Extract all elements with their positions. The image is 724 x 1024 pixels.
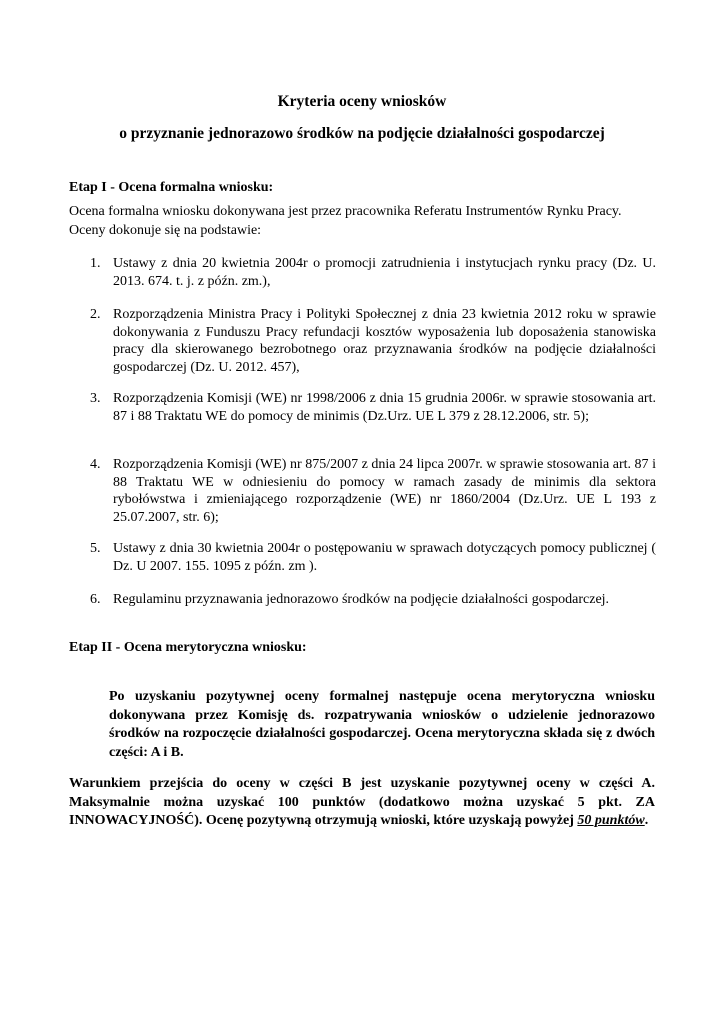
stage2-paragraph-2-end: . xyxy=(644,813,649,829)
list-item-number: 3. xyxy=(90,391,101,406)
stage1-heading: Etap I - Ocena formalna wniosku: xyxy=(69,180,274,195)
list-item-text: Rozporządzenia Ministra Pracy i Polityki Społecznej z dnia 23 kwietnia 2012 roku w sprawie dokonywania z Funduszu Pracy refundacji kosztów wyposażenia lub doposażenia stanowiska pracy dla skierowanego bezrobotnego oraz przyznawania środków na podjęcie działalności gospodarczej (Dz. U. 2012. 457), xyxy=(113,307,656,375)
list-item-number: 4. xyxy=(90,457,101,472)
list-item xyxy=(90,591,656,609)
points-threshold: 50 punktów xyxy=(577,813,645,829)
stage2-heading: Etap II - Ocena merytoryczna wniosku: xyxy=(69,640,307,655)
document-title: Kryteria oceny wniosków xyxy=(277,93,447,110)
stage2-paragraph-2 xyxy=(69,775,655,831)
stage2-paragraph-2-text: Warunkiem przejścia do oceny w części B jest uzyskanie pozytywnej oceny w części A. Maksymalnie można uzyskać 100 punktów (dodatkowo można uzyskać 5 pkt. ZA INNOWACYJNOŚĆ). Ocenę pozytywną otrzymują wnioski, które uzyskają powyżej xyxy=(69,776,655,829)
list-item xyxy=(90,255,656,290)
list-item xyxy=(90,390,656,425)
list-item-text: Ustawy z dnia 30 kwietnia 2004r o postępowaniu w sprawach dotyczących pomocy publicznej ( Dz. U 2007. 155. 1095 z późn. zm ). xyxy=(113,541,656,574)
list-item xyxy=(90,456,656,526)
list-item-text: Rozporządzenia Komisji (WE) nr 875/2007 z dnia 24 lipca 2007r. w sprawie stosowania art. 87 i 88 Traktatu WE w odniesieniu do pomocy w ramach zasady de minimis dla sektora rybołówstwa i zmieniającego rozporządzenie (WE) nr 1860/2004 (Dz.Urz. UE L 193 z 25.07.2007, str. 6); xyxy=(113,457,656,525)
list-item-number: 5. xyxy=(90,541,101,556)
document-subtitle: o przyznanie jednorazowo środków na podjęcie działalności gospodarczej xyxy=(119,125,605,142)
list-item xyxy=(90,306,656,376)
list-item-number: 2. xyxy=(90,307,101,322)
list-item-number: 1. xyxy=(90,256,101,271)
list-item-text: Rozporządzenia Komisji (WE) nr 1998/2006 z dnia 15 grudnia 2006r. w sprawie stosowania art. 87 i 88 Traktatu WE do pomocy de minimis (Dz.Urz. UE L 379 z 28.12.2006, str. 5); xyxy=(113,391,656,424)
stage2-paragraph-1-text-end: . Ocena merytoryczna składa się z dwóch części: A i B. xyxy=(109,726,655,760)
list-item-text: Ustawy z dnia 20 kwietnia 2004r o promocji zatrudnienia i instytucjach rynku pracy (Dz. U. 2013. 674. t. j. z późn. zm.), xyxy=(113,256,656,289)
stage1-intro-line1: Ocena formalna wniosku dokonywana jest przez pracownika Referatu Instrumentów Rynku Pracy. xyxy=(69,204,622,219)
stage1-intro-line2: Oceny dokonuje się na podstawie: xyxy=(69,222,262,238)
list-item-number: 6. xyxy=(90,592,101,607)
list-item-text: Regulaminu przyznawania jednorazowo środków na podjęcie działalności gospodarczej. xyxy=(113,592,610,607)
list-item xyxy=(90,540,656,575)
stage1-intro xyxy=(69,203,661,240)
stage2-paragraph-1-text: Po uzyskaniu pozytywnej oceny formalnej następuje ocena merytoryczna wniosku dokonywana przez Komisję ds. rozpatrywania wniosków o udzielenie jednorazowo środków na rozpoczęcie działalności gospodarczej xyxy=(109,689,655,742)
stage2-paragraph-1 xyxy=(69,688,655,762)
